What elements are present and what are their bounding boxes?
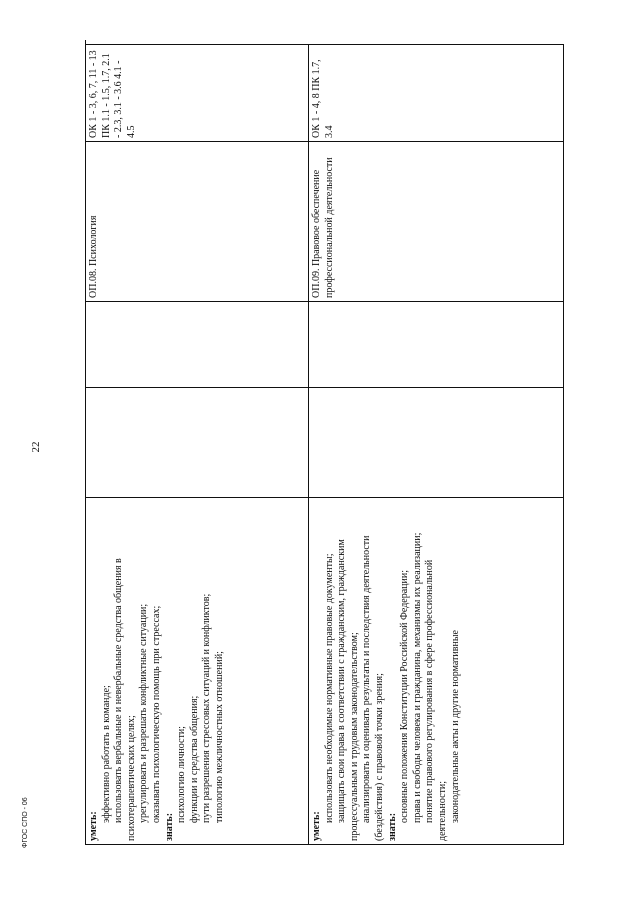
knowledge-item: функции и средства общения; — [188, 695, 200, 823]
knowledge-heading: знать: — [386, 812, 398, 841]
knowledge-item: пути разрешения стрессовых ситуаций и конфликтов; — [201, 593, 213, 823]
page-number: 22 — [30, 441, 42, 453]
discipline-cell: ОП.08. Психология — [86, 142, 309, 302]
knowledge-item: типологию межличностных отношений; — [213, 651, 225, 823]
skill-item: анализировать и оценивать результаты и последствия деятельности (бездействия) с правовой точки зрения; — [361, 535, 385, 841]
skill-item: урегулировать и разрешать конфликтные ситуации; — [138, 603, 150, 823]
skill-item: оказывать психологическую помощь при стрессах; — [150, 605, 162, 823]
table-row — [309, 45, 564, 845]
knowledge-heading: знать: — [163, 812, 175, 841]
empty-cell — [86, 388, 309, 498]
requirements-cell — [86, 498, 309, 845]
knowledge-item: законодательные акты и другие нормативные — [449, 630, 461, 823]
discipline-cell: ОП.09. Правовое обеспечение профессиональной деятельности — [309, 142, 564, 302]
skill-item: использовать вербальные и невербальные средства общения в психотерапевтических целях; — [113, 558, 137, 841]
skill-item: защищать свои права в соответствии с гражданским, гражданским процессуальным и трудовым законодательством; — [336, 539, 360, 841]
empty-cell — [309, 388, 564, 498]
knowledge-item: понятие правового регулирования в сфере профессиональной деятельности; — [424, 559, 448, 841]
competencies-cell: ОК 1 - 3, 6, 7, 11 - 13 ПК 1.1 - 1.5, 1.7, 2.1 - 2.3, 3.1 - 3.6 4.1 - 4.5 — [86, 45, 309, 142]
skills-heading: уметь: — [311, 811, 322, 841]
skill-item: использовать необходимые нормативные правовые документы; — [323, 553, 335, 823]
empty-cell — [86, 302, 309, 388]
skills-heading: уметь: — [88, 811, 99, 841]
skill-item: эффективно работать в команде; — [100, 685, 112, 823]
knowledge-item: психологию личности; — [176, 726, 188, 823]
requirements-cell — [309, 498, 564, 845]
knowledge-item: основные положения Конституции Российской Федерации; — [399, 569, 411, 823]
competencies-cell: ОК 1 - 4, 8 ПК 1.7, 3.4 — [309, 45, 564, 142]
table-row — [86, 45, 309, 845]
rotated-table — [85, 45, 560, 845]
standards-table — [85, 44, 564, 845]
footer-standard-code: ФГОС СПО - 06 — [22, 797, 29, 848]
empty-cell — [309, 302, 564, 388]
knowledge-item: права и свободы человека и гражданина, механизмы их реализации; — [411, 532, 423, 823]
